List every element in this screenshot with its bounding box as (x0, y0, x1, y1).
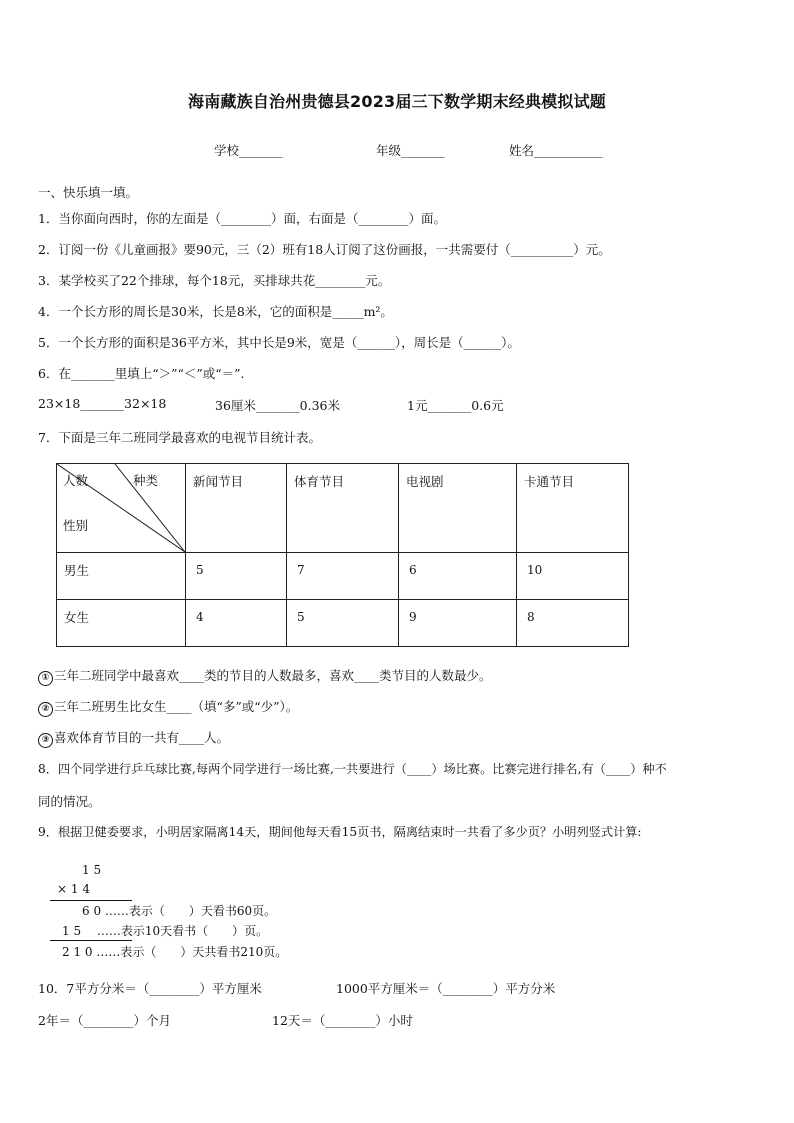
question-7: 7．下面是三年二班同学最喜欢的电视节目统计表。 (38, 430, 321, 445)
question-10-b: 1000平方厘米＝（________）平方分米 (336, 981, 556, 996)
corner-label-count: 人数 (63, 473, 89, 488)
table-cell: 8 (517, 600, 629, 647)
question-7-part-3 (38, 728, 229, 748)
table-cell: 10 (517, 553, 629, 600)
tv-program-table (56, 463, 629, 647)
question-8-line-2: 同的情况。 (38, 794, 101, 809)
calc-row-2: × 1 4 (57, 882, 90, 896)
question-9: 9．根据卫健委要求，小明居家隔离14天，期间他每天看15页书，隔离结束时一共看了多少页？小明列竖式计算: (38, 825, 642, 839)
calc-row-5: 2 1 0 ……表示（ ）天共看书210页。 (62, 945, 288, 959)
table-row (57, 553, 629, 600)
calc-row-1: 1 5 (82, 863, 102, 877)
corner-label-gender: 性别 (63, 518, 89, 533)
table-cell: 5 (186, 553, 287, 600)
question-7-part-2 (38, 697, 298, 717)
question-7-part-1 (38, 666, 492, 686)
question-10-d: 12天＝（________）小时 (272, 1013, 413, 1028)
column-header: 电视剧 (399, 464, 517, 553)
question-10-a: 10．7平方分米＝（________）平方厘米 (38, 981, 262, 996)
table-header-row (57, 464, 629, 553)
calc-rule-2 (50, 940, 132, 941)
column-header: 体育节目 (287, 464, 399, 553)
row-label: 男生 (57, 553, 186, 600)
row-label: 女生 (57, 600, 186, 647)
page-title: 海南藏族自治州贵德县2023届三下数学期末经典模拟试题 (188, 92, 606, 111)
question-1: 1．当你面向西时，你的左面是（________）面，右面是（________）面。 (38, 211, 446, 226)
section-heading: 一、快乐填一填。 (38, 185, 139, 200)
table-cell: 5 (287, 600, 399, 647)
corner-label-type: 种类 (133, 473, 159, 488)
grade-field[interactable]: 年级_______ (376, 143, 445, 158)
calc-rule-1 (50, 900, 132, 901)
question-10-c: 2年＝（________）个月 (38, 1013, 171, 1028)
question-4: 4．一个长方形的周长是30米，长是8米，它的面积是_____m²。 (38, 304, 393, 319)
table-row (57, 600, 629, 647)
column-header: 卡通节目 (517, 464, 629, 553)
question-7-part-1-text: 三年二班同学中最喜欢____类的节目的人数最多，喜欢____类节目的人数最少。 (54, 668, 492, 683)
column-header: 新闻节目 (186, 464, 287, 553)
table-corner-cell (57, 464, 186, 553)
name-field[interactable]: 姓名___________ (509, 143, 603, 158)
question-6: 6．在_______里填上“＞”“＜”或“＝”. (38, 366, 245, 381)
question-5: 5．一个长方形的面积是36平方米，其中长是9米，宽是（______），周长是（______）。 (38, 335, 520, 350)
calc-row-4: 1 5 ……表示10天看书（ ）页。 (62, 924, 269, 938)
table-cell: 7 (287, 553, 399, 600)
table-cell: 6 (399, 553, 517, 600)
circled-number-2: ② (38, 702, 53, 717)
table-cell: 4 (186, 600, 287, 647)
table-cell: 9 (399, 600, 517, 647)
compare-item-3: 1元_______0.6元 (407, 398, 504, 413)
question-7-part-3-text: 喜欢体育节目的一共有____人。 (54, 730, 230, 745)
school-field[interactable]: 学校_______ (214, 143, 283, 158)
question-7-part-2-text: 三年二班男生比女生____（填“多”或“少”）。 (54, 699, 299, 714)
compare-item-1: 23×18_______32×18 (38, 396, 167, 411)
question-8-line-1: 8．四个同学进行乒乓球比赛,每两个同学进行一场比赛,一共要进行（____）场比赛。比赛完进行排名,有（____）种不 (38, 762, 667, 776)
calc-row-3: 6 0 ……表示（ ）天看书60页。 (82, 904, 277, 918)
question-3: 3．某学校买了22个排球，每个18元，买排球共花________元。 (38, 273, 391, 288)
compare-item-2: 36厘米_______0.36米 (215, 398, 340, 413)
question-2: 2．订阅一份《儿童画报》要90元，三（2）班有18人订阅了这份画报，一共需要付（__________）元。 (38, 242, 611, 257)
circled-number-1: ① (38, 671, 53, 686)
circled-number-3: ③ (38, 733, 53, 748)
